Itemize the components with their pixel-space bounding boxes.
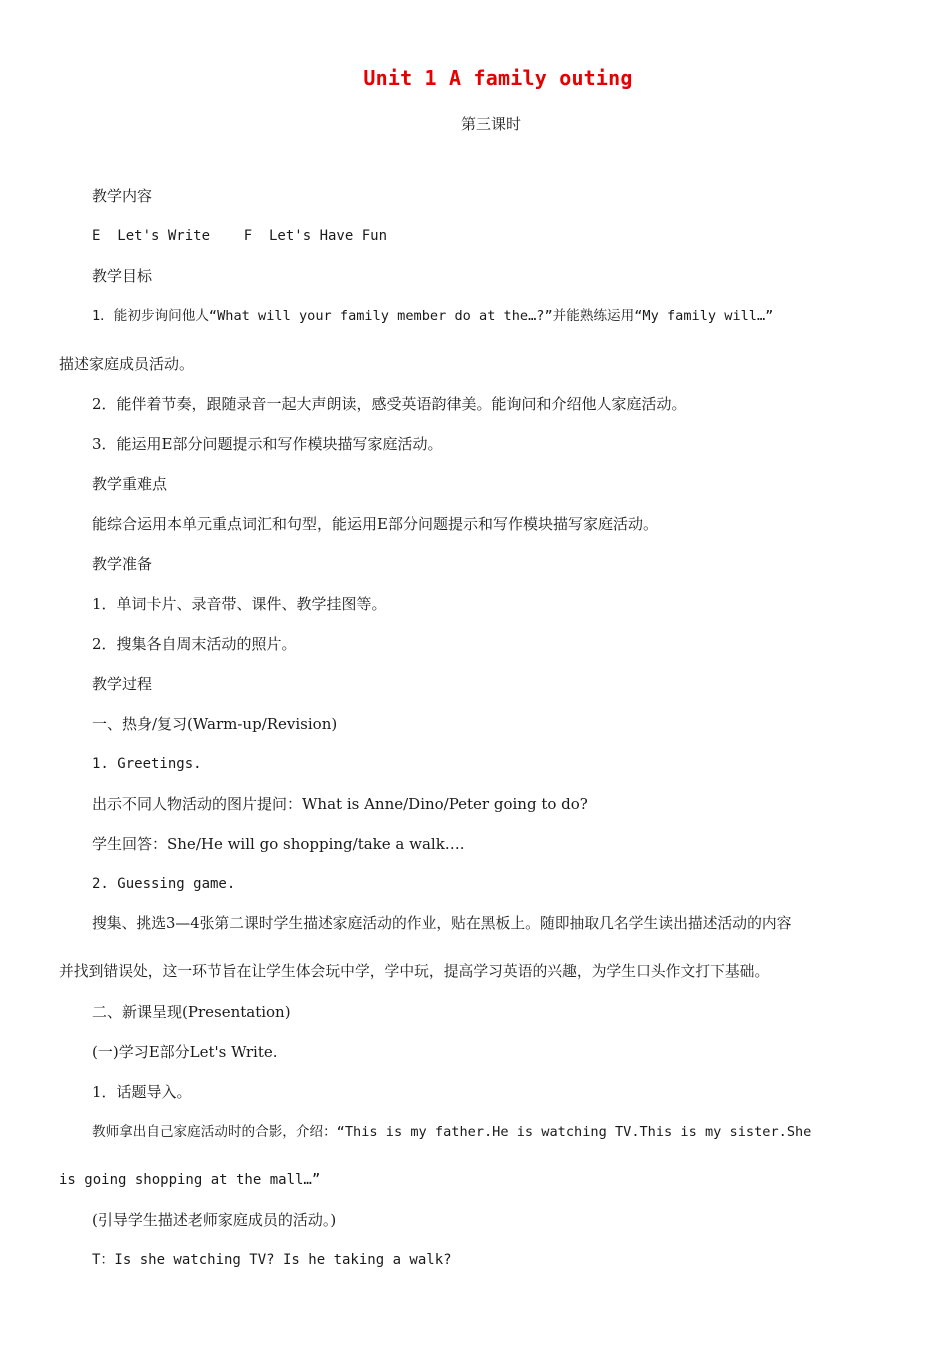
heading-preparation: 教学准备 [92, 555, 153, 573]
objective-2: 2．能伴着节奏，跟随录音一起大声朗读，感受英语韵律美。能询问和介绍他人家庭活动。 [92, 395, 687, 413]
preparation-2: 2．搜集各自周末活动的照片。 [92, 635, 297, 653]
document-subtitle: 第三课时 [460, 115, 521, 133]
key-points-text: 能综合运用本单元重点词汇和句型，能运用E部分问题提示和写作模块描写家庭活动。 [92, 515, 658, 533]
preparation-1: 1．单词卡片、录音带、课件、教学挂图等。 [92, 595, 387, 613]
document-title: Unit 1 A family outing [363, 66, 633, 90]
heading-objectives: 教学目标 [92, 267, 153, 285]
objective-1-continued: 描述家庭成员活动。 [59, 355, 195, 373]
subsection-lets-write: (一)学习E部分Let's Write. [92, 1043, 278, 1061]
content-items: E Let's Write F Let's Have Fun [92, 228, 388, 244]
greetings-answer: 学生回答：She/He will go shopping/take a walk…. [92, 835, 465, 853]
greetings-question: 出示不同人物活动的图片提问：What is Anne/Dino/Peter going to do? [92, 795, 588, 813]
heading-key-points: 教学重难点 [92, 475, 168, 493]
teacher-intro-text: 教师拿出自己家庭活动时的合影，介绍：“This is my father.He is watching TV.This is my sister.She [92, 1124, 812, 1140]
section-warm-up: 一、热身/复习(Warm-up/Revision) [92, 715, 338, 733]
step-topic-intro: 1．话题导入。 [92, 1083, 192, 1101]
teacher-question: T：Is she watching TV? Is he taking a walk? [92, 1252, 452, 1268]
guessing-game-text-continued: 并找到错误处，这一环节旨在让学生体会玩中学，学中玩，提高学习英语的兴趣，为学生口头作文打下基础。 [59, 963, 770, 980]
objective-3: 3．能运用E部分问题提示和写作模块描写家庭活动。 [92, 435, 443, 453]
objective-1: 1．能初步询问他人“What will your family member do at the…?”并能熟练运用“My family will…” [92, 308, 774, 324]
step-guessing-game: 2. Guessing game. [92, 876, 236, 892]
heading-process: 教学过程 [92, 675, 153, 693]
heading-content: 教学内容 [92, 187, 153, 205]
guessing-game-text: 搜集、挑选3—4张第二课时学生描述家庭活动的作业，贴在黑板上。随即抽取几名学生读出描述活动的内容 [92, 915, 792, 932]
section-presentation: 二、新课呈现(Presentation) [92, 1003, 291, 1021]
teacher-intro-text-continued: is going shopping at the mall…” [59, 1172, 321, 1188]
guide-note: (引导学生描述老师家庭成员的活动。) [92, 1211, 337, 1229]
step-greetings: 1. Greetings. [92, 756, 202, 772]
